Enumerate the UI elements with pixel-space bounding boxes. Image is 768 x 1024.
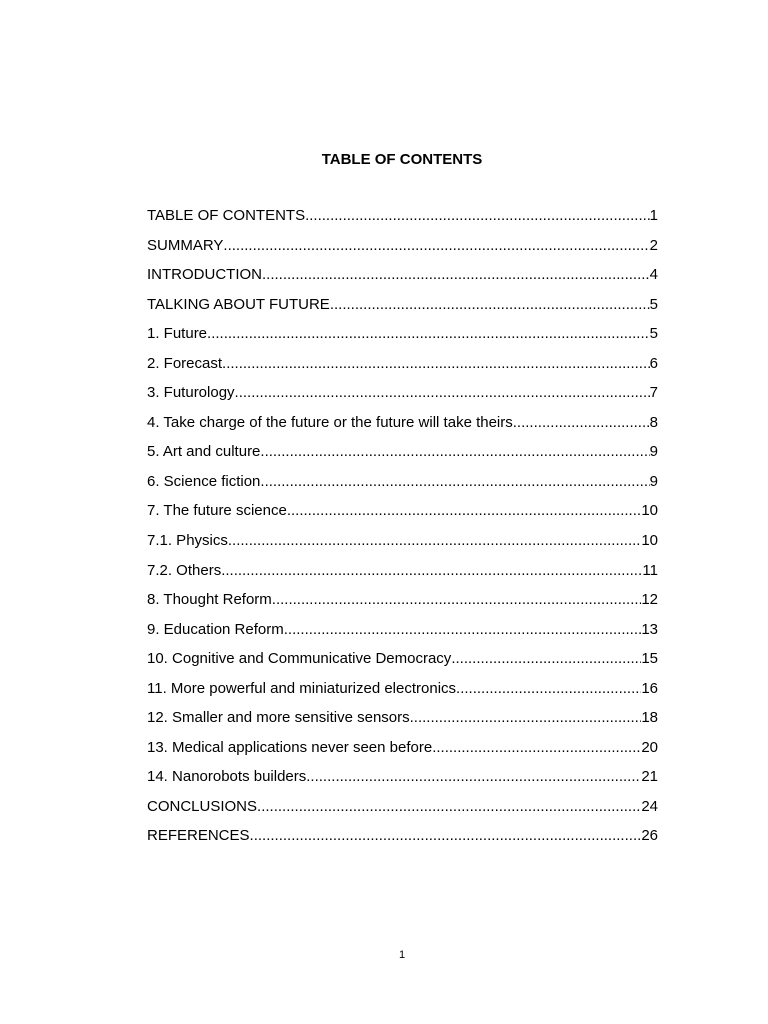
toc-entry-page-number: 10 <box>641 502 658 520</box>
toc-entry-label: 10. Cognitive and Communicative Democracy <box>147 650 452 668</box>
toc-entry-label: 6. Science fiction <box>147 472 261 490</box>
toc-entry <box>147 650 658 680</box>
toc-entry <box>147 739 658 769</box>
toc-dot-leader <box>451 650 641 668</box>
toc-entry-page-number: 16 <box>641 679 658 697</box>
toc-entry <box>147 266 658 296</box>
toc-entry-page-number: 7 <box>649 384 658 402</box>
toc-entry <box>147 502 658 532</box>
toc-entry-label: REFERENCES <box>147 827 250 845</box>
toc-entry-page-number: 15 <box>641 650 658 668</box>
page-number: 1 <box>398 949 406 961</box>
toc-entry <box>147 709 658 739</box>
toc-entry-label: SUMMARY <box>147 236 224 254</box>
toc-entry <box>147 827 658 857</box>
toc-entry-label: 14. Nanorobots builders <box>147 768 307 786</box>
toc-entry <box>147 562 658 592</box>
toc-entry-label: 3. Futurology <box>147 384 235 402</box>
toc-dot-leader <box>260 443 649 461</box>
toc-dot-leader <box>257 798 641 816</box>
toc-entry <box>147 768 658 798</box>
toc-dot-leader <box>260 473 649 491</box>
toc-dot-leader <box>330 296 650 314</box>
toc-entry <box>147 621 658 651</box>
toc-entry-label: 7. The future science <box>147 502 287 520</box>
toc-entry-label: 7.1. Physics <box>147 532 228 550</box>
toc-entry <box>147 414 658 444</box>
toc-entry <box>147 680 658 710</box>
toc-entry <box>147 207 658 237</box>
toc-entry-page-number: 18 <box>641 709 658 727</box>
toc-dot-leader <box>432 739 641 757</box>
toc-entry <box>147 532 658 562</box>
toc-entry-label: CONCLUSIONS <box>147 797 258 815</box>
toc-entry-label: 7.2. Others <box>147 561 222 579</box>
toc-entry-label: 13. Medical applications never seen before <box>147 738 433 756</box>
toc-entry-label: 1. Future <box>147 325 208 343</box>
toc-entry-label: 9. Education Reform <box>147 620 284 638</box>
toc-dot-leader <box>305 207 650 225</box>
toc-entry-page-number: 5 <box>649 295 658 313</box>
toc-entry-label: TABLE OF CONTENTS <box>147 207 306 224</box>
toc-entry-page-number: 13 <box>641 620 658 638</box>
toc-entry <box>147 798 658 828</box>
table-of-contents-list <box>147 207 658 857</box>
toc-entry-page-number: 12 <box>641 591 658 609</box>
toc-entry-label: 12. Smaller and more sensitive sensors <box>147 709 410 727</box>
toc-entry-page-number: 5 <box>649 325 658 343</box>
page-title: TABLE OF CONTENTS <box>321 151 483 168</box>
toc-entry-label: INTRODUCTION <box>147 266 262 284</box>
toc-entry <box>147 384 658 414</box>
toc-entry-page-number: 8 <box>649 413 658 431</box>
toc-dot-leader <box>250 827 642 845</box>
toc-entry-label: 8. Thought Reform <box>147 591 272 609</box>
toc-entry <box>147 443 658 473</box>
toc-entry-page-number: 6 <box>649 354 658 372</box>
toc-dot-leader <box>223 237 649 255</box>
toc-dot-leader <box>284 621 642 639</box>
toc-entry <box>147 325 658 355</box>
toc-dot-leader <box>207 325 650 343</box>
toc-entry <box>147 355 658 385</box>
toc-entry-label: 4. Take charge of the future or the future will take theirs <box>147 413 513 431</box>
toc-entry-page-number: 11 <box>642 561 658 579</box>
toc-dot-leader <box>513 414 650 432</box>
toc-dot-leader <box>287 502 642 520</box>
toc-dot-leader <box>306 768 641 786</box>
toc-dot-leader <box>222 355 650 373</box>
toc-entry-page-number: 21 <box>641 768 658 786</box>
toc-entry-page-number: 20 <box>641 738 658 756</box>
toc-dot-leader <box>228 532 641 550</box>
toc-entry-page-number: 1 <box>649 207 658 224</box>
toc-entry <box>147 591 658 621</box>
toc-entry-label: 2. Forecast <box>147 354 223 372</box>
toc-entry-page-number: 26 <box>641 827 658 845</box>
toc-entry-page-number: 10 <box>641 532 658 550</box>
toc-entry-label: 11. More powerful and miniaturized electronics <box>147 679 457 697</box>
toc-entry-page-number: 9 <box>649 472 658 490</box>
toc-entry <box>147 473 658 503</box>
toc-dot-leader <box>262 266 650 284</box>
toc-dot-leader <box>235 384 650 402</box>
toc-entry-label: TALKING ABOUT FUTURE <box>147 295 330 313</box>
toc-entry-label: 5. Art and culture <box>147 443 261 461</box>
toc-entry-page-number: 24 <box>641 797 658 815</box>
toc-dot-leader <box>456 680 641 698</box>
toc-dot-leader <box>272 591 642 609</box>
toc-entry-page-number: 4 <box>649 266 658 284</box>
toc-entry-page-number: 9 <box>649 443 658 461</box>
toc-entry-page-number: 2 <box>649 236 658 254</box>
toc-entry <box>147 237 658 267</box>
toc-dot-leader <box>221 562 642 580</box>
toc-dot-leader <box>410 709 642 727</box>
toc-entry <box>147 296 658 326</box>
